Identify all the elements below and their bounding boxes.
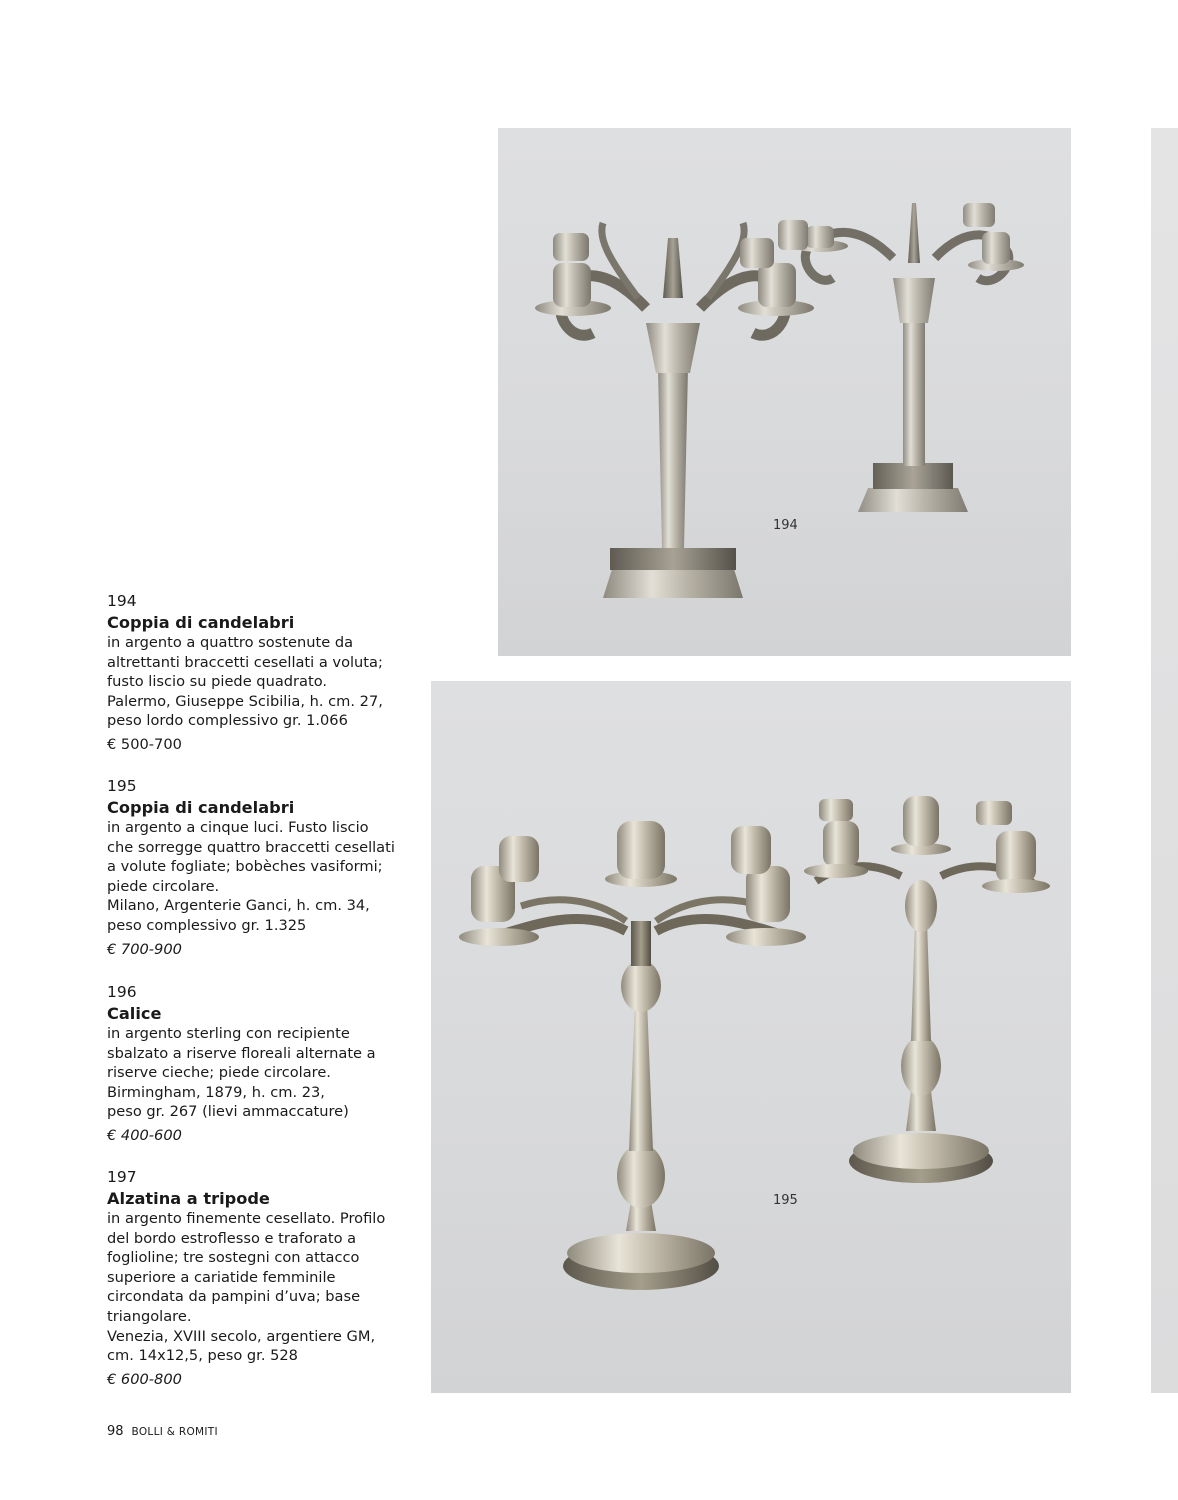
lot-description-line: del bordo estroflesso e traforato a — [107, 1229, 357, 1247]
lot-description-line: peso complessivo gr. 1.325 — [107, 916, 307, 934]
lot-description-line: Birmingham, 1879, h. cm. 23, — [107, 1083, 325, 1101]
lot-description — [107, 633, 407, 731]
lot-price: € 700-900 — [107, 940, 182, 958]
lot-description-line: a volute fogliate; bobèches vasiformi; — [107, 858, 383, 876]
lot-description-line: altrettanti braccetti cesellati a voluta; — [107, 653, 383, 671]
lot-description-line: riserve cieche; piede circolare. — [107, 1064, 331, 1082]
lot-194 — [107, 591, 407, 755]
candelabrum-back — [804, 796, 1050, 1183]
lot-196 — [107, 982, 407, 1146]
photo-lot-194 — [498, 128, 1071, 656]
candelabra-194-illustration — [498, 128, 1071, 656]
lot-description-line: in argento finemente cesellato. Profilo — [107, 1210, 386, 1227]
lot-description-line: circondata da pampini d’uva; base — [107, 1288, 361, 1306]
candelabra-195-illustration — [431, 681, 1071, 1393]
lot-title: Coppia di candelabri — [107, 613, 295, 632]
lot-number: 195 — [107, 777, 137, 795]
lot-description-line: peso lordo complessivo gr. 1.066 — [107, 712, 348, 730]
lot-197 — [107, 1167, 407, 1389]
lot-description-line: sbalzato a riserve floreali alternate a — [107, 1044, 376, 1062]
lot-description-line: Milano, Argenterie Ganci, h. cm. 34, — [107, 897, 370, 915]
lot-title: Coppia di candelabri — [107, 798, 295, 817]
page-number: 98 — [107, 1424, 124, 1439]
photo-label-195: 195 — [773, 1193, 798, 1208]
lot-195 — [107, 776, 407, 959]
lot-description — [107, 1209, 407, 1366]
lot-description-line: cm. 14x12,5, peso gr. 528 — [107, 1347, 298, 1365]
lot-description-line: Palermo, Giuseppe Scibilia, h. cm. 27, — [107, 692, 383, 710]
lot-description-line: piede circolare. — [107, 877, 220, 895]
lot-description — [107, 818, 407, 936]
lot-price: € 500-700 — [107, 735, 182, 753]
page-footer — [107, 1424, 218, 1439]
lot-description-line: Venezia, XVIII secolo, argentiere GM, — [107, 1327, 376, 1345]
lot-description — [107, 1024, 407, 1122]
next-page-edge — [1151, 128, 1178, 1393]
photo-label-194: 194 — [773, 518, 798, 533]
lot-number: 196 — [107, 983, 137, 1001]
lot-description-line: triangolare. — [107, 1307, 192, 1325]
lot-number: 197 — [107, 1168, 137, 1186]
lot-description-line: in argento sterling con recipiente — [107, 1025, 350, 1042]
candelabrum-back — [778, 203, 1024, 512]
lot-title: Calice — [107, 1004, 162, 1023]
lot-description-line: superiore a cariatide femminile — [107, 1268, 336, 1286]
candelabrum-front — [535, 223, 814, 598]
photo-lot-195 — [431, 681, 1071, 1393]
lot-price: € 400-600 — [107, 1126, 182, 1144]
lot-description-line: peso gr. 267 (lievi ammaccature) — [107, 1103, 349, 1121]
lot-description-line: in argento a quattro sostenute da — [107, 634, 354, 651]
lot-number: 194 — [107, 592, 137, 610]
lot-description-line: foglioline; tre sostegni con attacco — [107, 1249, 360, 1267]
lot-description-line: in argento a cinque luci. Fusto liscio — [107, 819, 369, 836]
brand-name: BOLLI & ROMITI — [131, 1426, 218, 1438]
lot-description-line: fusto liscio su piede quadrato. — [107, 673, 328, 691]
candelabrum-front — [459, 821, 806, 1290]
lot-description-line: che sorregge quattro braccetti cesellati — [107, 838, 395, 856]
lot-title: Alzatina a tripode — [107, 1189, 270, 1208]
lot-price: € 600-800 — [107, 1370, 182, 1388]
